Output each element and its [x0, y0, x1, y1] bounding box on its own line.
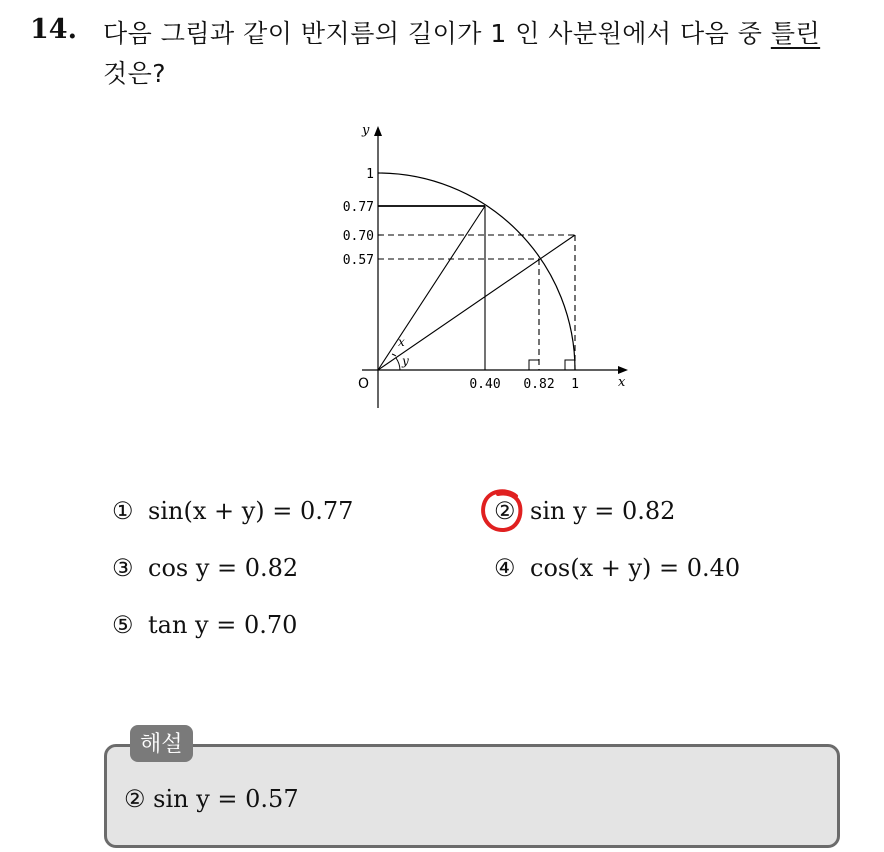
radius-to-p1 [378, 206, 485, 370]
quarter-circle-arc [378, 173, 575, 370]
quarter-circle-figure [320, 118, 640, 408]
option-5-text: tan y = 0.70 [148, 611, 298, 639]
option-3-number: ③ [112, 554, 134, 582]
origin-label: O [358, 376, 370, 392]
x-axis-label: x [618, 375, 626, 390]
y-axis-label: y [362, 123, 370, 138]
option-1[interactable] [112, 497, 353, 525]
y-tick-1: 1 [366, 167, 374, 182]
question-main: 다음 그림과 같이 반지름의 길이가 1 인 사분원에서 다음 중 [103, 19, 771, 48]
option-4[interactable] [494, 554, 740, 582]
y-tick-057: 0.57 [342, 253, 374, 268]
option-3-text: cos y = 0.82 [148, 554, 299, 582]
x-tick-082: 0.82 [523, 377, 555, 392]
option-3[interactable] [112, 554, 298, 582]
option-1-number: ① [112, 497, 134, 525]
question-end: 것은? [103, 59, 167, 88]
option-4-number: ④ [494, 554, 516, 582]
angle-label-x: x [398, 335, 405, 349]
option-2[interactable] [494, 497, 675, 525]
solution-tag: 해설 [130, 725, 193, 762]
option-1-text: sin(x + y) = 0.77 [148, 497, 354, 525]
x-tick-040: 0.40 [469, 377, 501, 392]
question-text [103, 14, 873, 94]
y-axis-arrow [374, 126, 382, 136]
angle-arc-y [396, 358, 400, 370]
option-5-number: ⑤ [112, 611, 134, 639]
option-2-text: sin y = 0.82 [530, 497, 676, 525]
y-tick-070: 0.70 [342, 229, 374, 244]
question-underlined-word: 틀린 [770, 19, 821, 48]
x-tick-1: 1 [571, 377, 579, 392]
angle-label-y: y [402, 354, 409, 368]
solution-text: ② sin y = 0.57 [124, 785, 299, 813]
x-axis-arrow [618, 366, 628, 374]
ray-to-tangent [378, 235, 575, 370]
option-2-number: ② [494, 497, 516, 525]
right-angle-082 [529, 360, 539, 370]
angle-arc-x [392, 354, 396, 356]
option-5[interactable] [112, 611, 297, 639]
option-4-text: cos(x + y) = 0.40 [530, 554, 741, 582]
y-tick-077: 0.77 [342, 200, 374, 215]
question-number: 14. [30, 14, 77, 45]
right-angle-1 [565, 360, 575, 370]
